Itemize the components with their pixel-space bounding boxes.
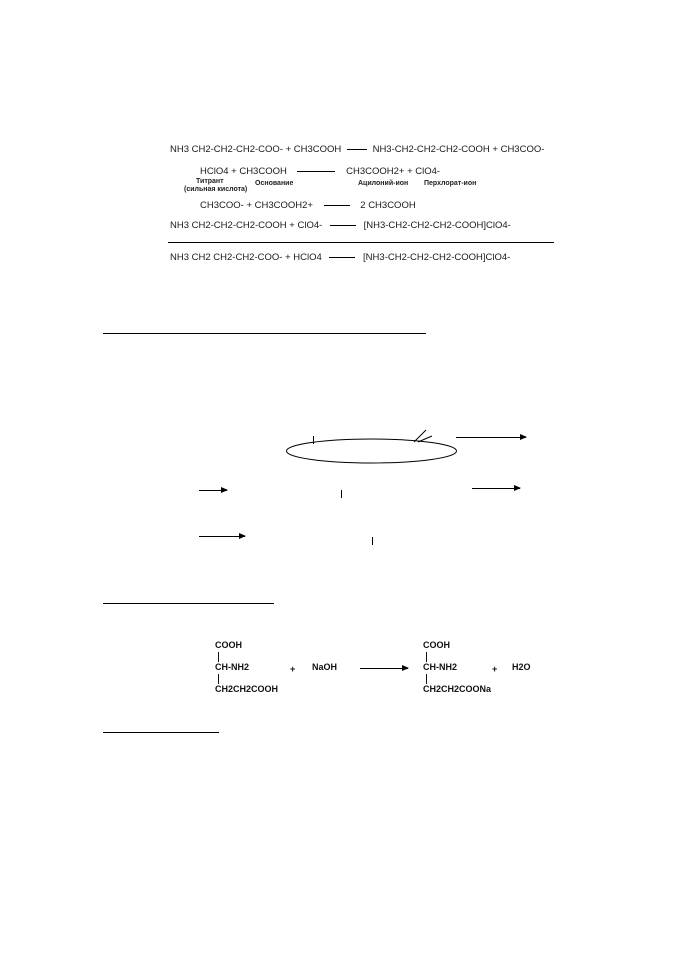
scheme-line-4-left: NH3 CH2-CH2-CH2-COOH + ClO4- [170, 220, 323, 231]
plus-sign: + [290, 664, 296, 674]
scheme-line-2-right: CH3COOH2+ + ClO4- [346, 166, 441, 177]
scheme-line-5-left: NH3 CH2 CH2-CH2-COO- + HClO4 [170, 252, 322, 263]
underline-rule-2 [103, 603, 274, 604]
underline-rule-1 [103, 333, 426, 334]
reagent-naoh: NaOH [312, 662, 338, 672]
scheme-line-5-right: [NH3-CH2-CH2-CH2-COOH]ClO4- [363, 252, 511, 263]
reactant-cooh: COOH [215, 640, 242, 650]
scheme-line-3-right: 2 CH3COOH [360, 200, 416, 211]
scheme-line-1-left: NH3 CH2-CH2-CH2-COO- + CH3COOH [170, 144, 342, 155]
product-ch-nh2: CH-NH2 [423, 662, 458, 672]
reactant-side-chain: CH2CH2COOH [215, 684, 279, 694]
reactant-bond [218, 674, 219, 684]
scheme-line-2-left: HClO4 + CH3COOH [200, 166, 287, 177]
arrow-icon [347, 149, 367, 150]
scheme-line-5 [170, 252, 510, 263]
product-cooh: COOH [423, 640, 450, 650]
arrow-icon [329, 257, 355, 258]
scheme-line-1-right: NH3-CH2-CH2-CH2-COOH + CH3COO- [372, 144, 545, 155]
scheme-line-4 [170, 220, 511, 231]
tick-mark [372, 537, 373, 545]
label-titrant-sub: (сильная кислота) [184, 186, 248, 193]
scheme-line-2 [200, 166, 440, 177]
scheme-separator [168, 242, 554, 243]
label-titrant: Титрант [196, 178, 224, 185]
water: H2O [512, 662, 531, 672]
arrow-icon [360, 668, 408, 669]
arrow-icon [199, 490, 227, 491]
arrow-icon [456, 437, 526, 438]
product-side-chain: CH2CH2COONa [423, 684, 492, 694]
product-bond [426, 652, 427, 662]
underline-rule-3 [103, 732, 219, 733]
label-acylonium: Ацилоний-ион [358, 180, 409, 187]
arrow-icon [297, 171, 335, 172]
bond-mark-icon [412, 426, 434, 444]
scheme-line-4-right: [NH3-CH2-CH2-CH2-COOH]ClO4- [363, 220, 511, 231]
tick-mark [313, 436, 314, 444]
arrow-icon [324, 205, 350, 206]
arrow-icon [330, 225, 356, 226]
scheme-line-1 [170, 144, 544, 155]
scheme-line-3-left: CH3COO- + CH3COOH2+ [200, 200, 313, 211]
label-perchlorate: Перхлорат-ион [424, 180, 477, 187]
arrow-icon [472, 488, 520, 489]
scheme-line-3 [200, 200, 416, 211]
titration-scheme [160, 138, 560, 288]
arrow-icon [199, 536, 245, 537]
product-bond [426, 674, 427, 684]
tick-mark [341, 490, 342, 498]
label-base: Основание [255, 180, 294, 187]
plus-sign: + [492, 664, 498, 674]
reactant-ch-nh2: CH-NH2 [215, 662, 250, 672]
reactant-bond [218, 652, 219, 662]
reaction-naoh [215, 640, 545, 700]
